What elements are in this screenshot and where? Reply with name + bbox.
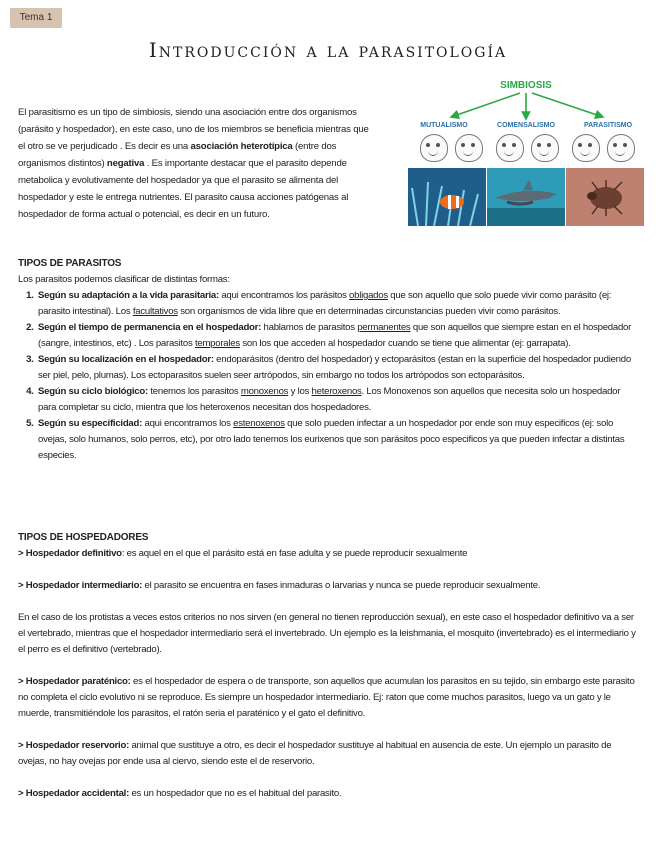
host-reservorio-title: > Hospedador reservorio: — [18, 740, 130, 751]
list-item — [36, 320, 640, 352]
parasite-types-intro: Los parasitos podemos clasificar de distintas formas: — [18, 274, 230, 285]
label-comensalismo: COMENSALISMO — [497, 122, 555, 129]
item-term: temporales — [194, 338, 240, 349]
faces-parasitism-icon — [568, 134, 638, 164]
host-accidental-text: es un hospedador que no es el habitual del parasito. — [129, 788, 342, 799]
intro-text-1: El parasitismo es un tipo de simbiosis, siendo una asociación entre dos organismos (parásito y hospedador), en este caso, uno de los miembros se beneficia mientras que el otro se ve perjudicado . Es decir es una — [18, 107, 369, 152]
host-definitivo-text: : es aquel en el que el parásito está en fase adulta y se puede reproducir sexualmente — [121, 548, 468, 559]
item-text: hablamos de parasitos — [261, 322, 358, 333]
intro-text-3: . Es importante destacar que el parasito depende metabolica y evolutivamente del hospedador ya que el parasito se alimenta del hospedador y este le entrega nutrientes. El parasito causa acciones patógenas al hospedador de forma actual o potencial, es decir en un futuro. — [18, 158, 349, 220]
label-mutualismo: MUTUALISMO — [420, 122, 468, 129]
host-paratenico-text: es el hospedador de espera o de transporte, son aquellos que acumulan los parasitos en su tejido, sin embargo este parasito no completa el ciclo evolutivo ni se reproduce. Es siempre un hospedador intermediario. Ej: raton que come muchos parasitos, luego va un gato y le muerde, transmitiéndole los parasitos, el ratón seria el paraténico y el gato el definitivo. — [18, 676, 635, 719]
intro-bold-2: negativa — [106, 158, 145, 169]
item-text: aqui encontramos los — [142, 418, 234, 429]
host-types-section — [18, 530, 640, 802]
list-item — [36, 288, 640, 320]
item-text: que solo pueden infectar a un hospedador por ende son muy especificos (ej: solo ovejas, solo humanos, solo perros, etc), por otro lado tenemos los eurixenos que son parásitos poco especificos ya que pueden infectar a distintas especies. — [38, 418, 625, 461]
symbiosis-figure — [408, 80, 644, 228]
parasite-types-heading: TIPOS DE PARASITOS — [18, 258, 122, 269]
item-text: aqui encontramos los parásitos — [218, 290, 350, 301]
host-paratenico — [18, 674, 640, 722]
item-text: son los que acceden al hospedador cuando se tiene que alimentar (ej: garrapata). — [239, 338, 571, 349]
shark-remora-photo — [487, 168, 565, 226]
list-item — [36, 352, 640, 384]
clownfish-anemone-photo — [408, 168, 486, 226]
host-intermediario-title: > Hospedador intermediario: — [18, 580, 143, 591]
item-title: Según su adaptación a la vida parasitaria: — [38, 290, 219, 301]
host-types-heading: TIPOS DE HOSPEDADORES — [18, 532, 149, 543]
label-parasitismo: PARASITISMO — [583, 122, 633, 129]
item-term: permanentes — [357, 322, 411, 333]
item-term: monoxenos — [240, 386, 289, 397]
item-title: Según su localización en el hospedador: — [38, 354, 214, 365]
item-term: facultativos — [132, 306, 178, 317]
tick-parasite-photo — [566, 168, 644, 226]
protistas-paragraph: En el caso de los protistas a veces estos criterios no nos sirven (en general no tienen reproducción sexual), en este caso el hospedador definitivo va a ser el vertebrado, mientras que el hospedador intermediario será el invertebrado. Un ejemplo es la leishmania, el mosquito (invertebrado) es el intermediario y el perro es el definitivo (vertebrado). — [18, 612, 636, 655]
intro-bold-1: asociación heterotípica — [190, 141, 293, 152]
topic-tag: Tema 1 — [10, 8, 62, 28]
symbiosis-root-label: SIMBIOSIS — [500, 80, 552, 91]
parasite-types-list — [18, 288, 640, 464]
list-item — [36, 384, 640, 416]
item-text: endoparásitos (dentro del hospedador) y ectoparásitos (estan en la superficie del hospedador pudiendo ser piel, pelo, plumas). Los ectoparasitos suelen seer artrópodos, sin embargo no todos los artrópodos son ectoparásitos. — [38, 354, 631, 381]
faces-mutualism-icon — [416, 134, 486, 164]
host-accidental-title: > Hospedador accidental: — [18, 788, 130, 799]
host-definitivo-title: > Hospedador definitivo — [18, 548, 122, 559]
item-title: Según su especificidad: — [38, 418, 143, 429]
item-title: Según su ciclo biológico: — [38, 386, 148, 397]
host-reservorio — [18, 738, 640, 770]
item-term: heteroxenos — [311, 386, 362, 397]
list-item — [36, 416, 640, 464]
item-text: que son aquello que solo puede vivir como parásito (ej: parasito intestinal). Los — [38, 290, 612, 317]
item-text: son organismos de vida libre que en determinadas circunstancias pueden vivir como parásitos. — [177, 306, 561, 317]
faces-commensalism-icon — [492, 134, 562, 164]
item-term: obligados — [349, 290, 388, 301]
host-accidental — [18, 786, 640, 802]
host-intermediario — [18, 578, 640, 594]
intro-text-2: (entre dos organismos distintos) — [18, 141, 337, 169]
item-text: y los — [288, 386, 312, 397]
host-paratenico-title: > Hospedador paraténico: — [18, 676, 131, 687]
item-title: Según el tiempo de permanencia en el hospedador: — [38, 322, 262, 333]
host-definitivo — [18, 546, 640, 562]
host-reservorio-text: animal que sustituye a otro, es decir el hospedador sustituye al habitual en ausencia de este. Un ejemplo un parasito de ovejas, no hay ovejas por ende usa al ciervo, siendo este el de reservorio. — [18, 740, 612, 767]
item-term: estenoxenos — [233, 418, 285, 429]
intro-paragraph — [18, 104, 370, 223]
item-text: . Los Monoxenos son aquellos que necesita solo un hospedador para completar su ciclo, mientra que los heteroxenos necesitan dos hospedadores. — [38, 386, 621, 413]
symbiosis-arrows — [408, 80, 644, 124]
parasite-types-section — [18, 256, 640, 464]
item-text: que son aquellos que siempre estan en el hospedador (sangre, intestinos, etc) . Los parasitos — [38, 322, 632, 349]
item-text: tenemos los parasitos — [147, 386, 241, 397]
host-intermediario-text: el parasito se encuentra en fases inmaduras o larvarias y nunca se puede reproducir sexualmente. — [142, 580, 541, 591]
page-title: Introducción a la parasitología — [148, 38, 508, 62]
